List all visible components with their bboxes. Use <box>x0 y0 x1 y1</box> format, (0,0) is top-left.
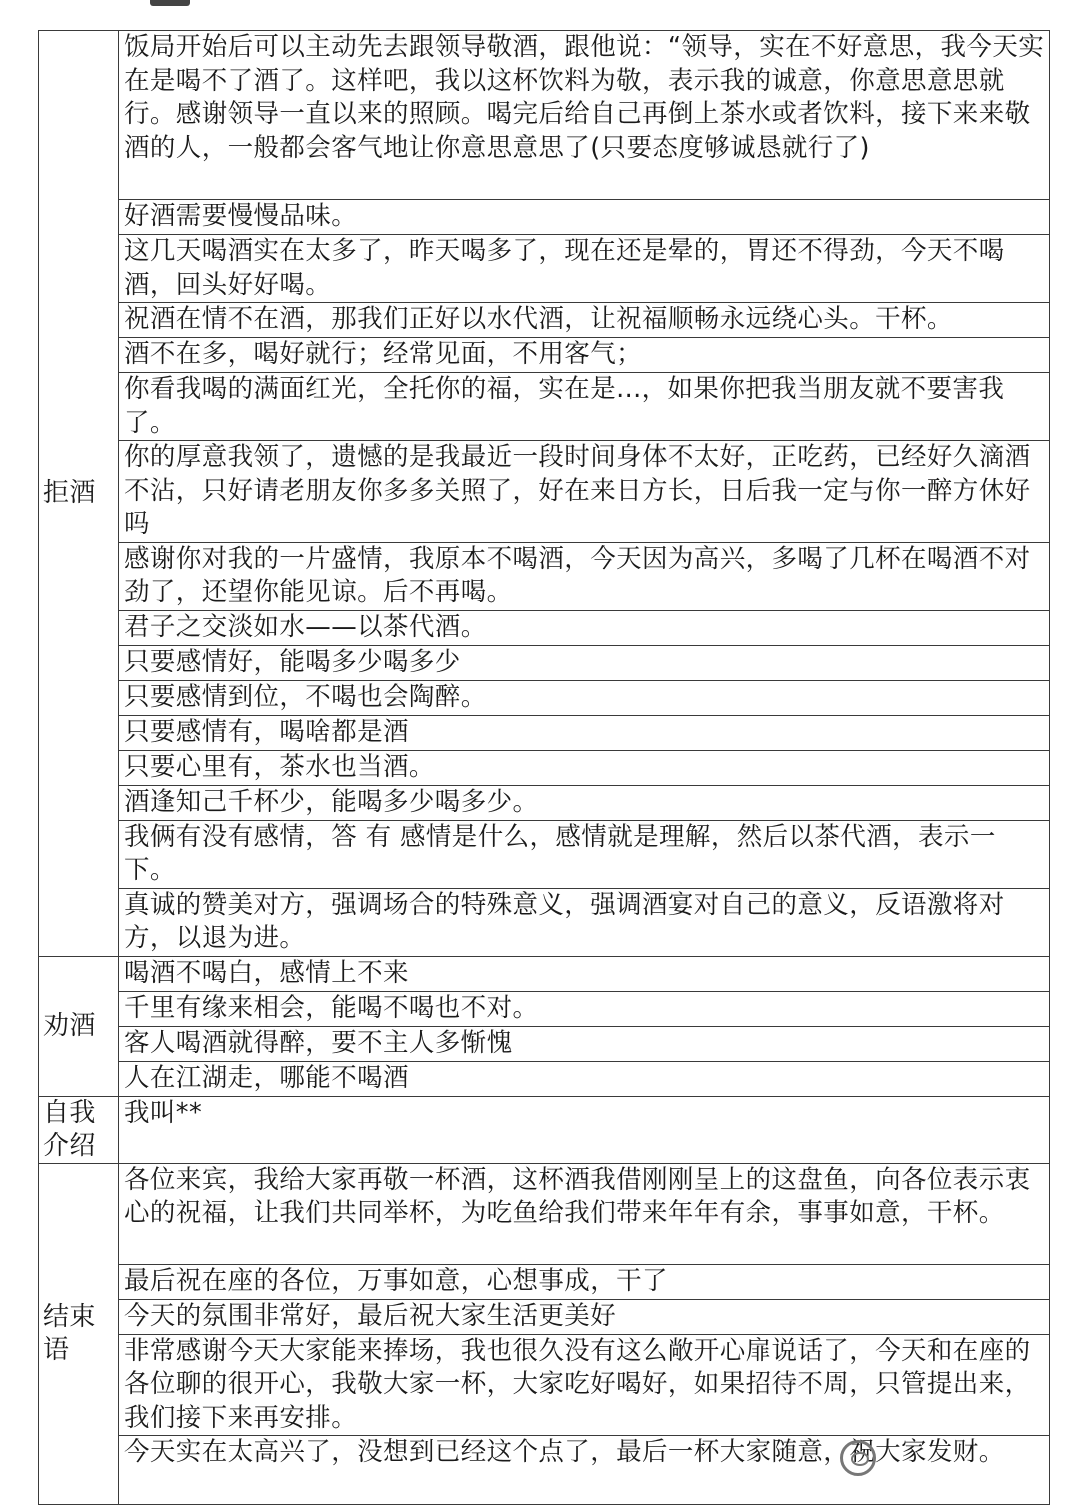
phrase-cell: 君子之交淡如水——以茶代酒。 <box>119 610 1050 645</box>
watermark <box>840 1436 1060 1480</box>
table-row <box>39 956 1050 991</box>
phrase-cell: 好酒需要慢慢品味。 <box>119 200 1050 235</box>
phrase-table <box>38 30 1050 1505</box>
phrase-cell: 饭局开始后可以主动先去跟领导敬酒，跟他说：“领导，实在不好意思，我今天实在是喝不了酒了。这样吧，我以这杯饮料为敬，表示我的诚意，你意思意思就行。感谢领导一直以来的照顾。喝完后给自己再倒上茶水或者饮料，接下来来敬酒的人，一般都会客气地让你意思意思了(只要态度够诚恳就行了) <box>119 31 1050 200</box>
phrase-cell: 真诚的赞美对方，强调场合的特殊意义，强调酒宴对自己的意义，反语激将对方，以退为进。 <box>119 888 1050 956</box>
phrase-cell: 只要感情到位，不喝也会陶醉。 <box>119 680 1050 715</box>
table-row <box>39 1061 1050 1096</box>
phrase-cell: 这几天喝酒实在太多了，昨天喝多了，现在还是晕的，胃还不得劲，今天不喝酒，回头好好喝。 <box>119 235 1050 303</box>
phrase-cell: 我叫** <box>119 1096 1050 1163</box>
table-row <box>39 820 1050 888</box>
phrase-cell: 我俩有没有感情，答 有 感情是什么，感情就是理解，然后以茶代酒，表示一下。 <box>119 820 1050 888</box>
category-cell: 拒酒 <box>39 31 119 957</box>
table-row <box>39 542 1050 610</box>
watermark-logo-icon <box>840 1440 876 1476</box>
phrase-cell: 只要感情有，喝啥都是酒 <box>119 715 1050 750</box>
table-row <box>39 1096 1050 1163</box>
table-row <box>39 680 1050 715</box>
phrase-cell: 人在江湖走，哪能不喝酒 <box>119 1061 1050 1096</box>
table-row <box>39 1163 1050 1264</box>
category-cell: 自我介绍 <box>39 1096 119 1163</box>
table-row <box>39 645 1050 680</box>
phrase-cell: 你的厚意我领了，遗憾的是我最近一段时间身体不太好，正吃药，已经好久滴酒不沾，只好请老朋友你多多关照了，好在来日方长，日后我一定与你一醉方休好吗 <box>119 441 1050 543</box>
table-row <box>39 715 1050 750</box>
phrase-cell: 今天实在太高兴了，没想到已经这个点了，最后一杯大家随意，祝大家发财。 <box>119 1436 1050 1505</box>
table-row <box>39 1299 1050 1334</box>
table-row <box>39 373 1050 441</box>
category-cell: 劝酒 <box>39 956 119 1096</box>
table-row <box>39 785 1050 820</box>
phrase-cell: 你看我喝的满面红光，全托你的福，实在是...，如果你把我当朋友就不要害我了。 <box>119 373 1050 441</box>
phrase-cell: 酒不在多，喝好就行；经常见面，不用客气； <box>119 338 1050 373</box>
table-row <box>39 31 1050 200</box>
table-row <box>39 200 1050 235</box>
phrase-cell: 只要心里有，茶水也当酒。 <box>119 750 1050 785</box>
table-row <box>39 610 1050 645</box>
phrase-cell: 千里有缘来相会，能喝不喝也不对。 <box>119 991 1050 1026</box>
table-row <box>39 441 1050 543</box>
phrase-cell: 各位来宾，我给大家再敬一杯酒，这杯酒我借刚刚呈上的这盘鱼，向各位表示衷心的祝福，让我们共同举杯，为吃鱼给我们带来年年有余，事事如意，干杯。 <box>119 1163 1050 1264</box>
top-edge-mark <box>150 0 190 6</box>
table-row <box>39 235 1050 303</box>
phrase-cell: 感谢你对我的一片盛情，我原本不喝酒，今天因为高兴，多喝了几杯在喝酒不对劲了，还望你能见谅。后不再喝。 <box>119 542 1050 610</box>
table-row <box>39 1264 1050 1299</box>
phrase-cell: 酒逢知己千杯少，能喝多少喝多少。 <box>119 785 1050 820</box>
table-row <box>39 888 1050 956</box>
category-cell: 结束语 <box>39 1163 119 1505</box>
phrase-cell: 祝酒在情不在酒，那我们正好以水代酒，让祝福顺畅永远绕心头。干杯。 <box>119 303 1050 338</box>
phrase-cell: 客人喝酒就得醉，要不主人多惭愧 <box>119 1026 1050 1061</box>
table-row <box>39 1334 1050 1436</box>
table-row <box>39 750 1050 785</box>
table-row <box>39 303 1050 338</box>
table-row <box>39 1026 1050 1061</box>
table-row <box>39 338 1050 373</box>
table-row <box>39 991 1050 1026</box>
phrase-cell: 今天的氛围非常好，最后祝大家生活更美好 <box>119 1299 1050 1334</box>
phrase-cell: 最后祝在座的各位，万事如意，心想事成，干了 <box>119 1264 1050 1299</box>
phrase-cell: 喝酒不喝白，感情上不来 <box>119 956 1050 991</box>
phrase-cell: 非常感谢今天大家能来捧场，我也很久没有这么敞开心扉说话了，今天和在座的各位聊的很开心，我敬大家一杯，大家吃好喝好，如果招待不周，只管提出来，我们接下来再安排。 <box>119 1334 1050 1436</box>
phrase-cell: 只要感情好，能喝多少喝多少 <box>119 645 1050 680</box>
